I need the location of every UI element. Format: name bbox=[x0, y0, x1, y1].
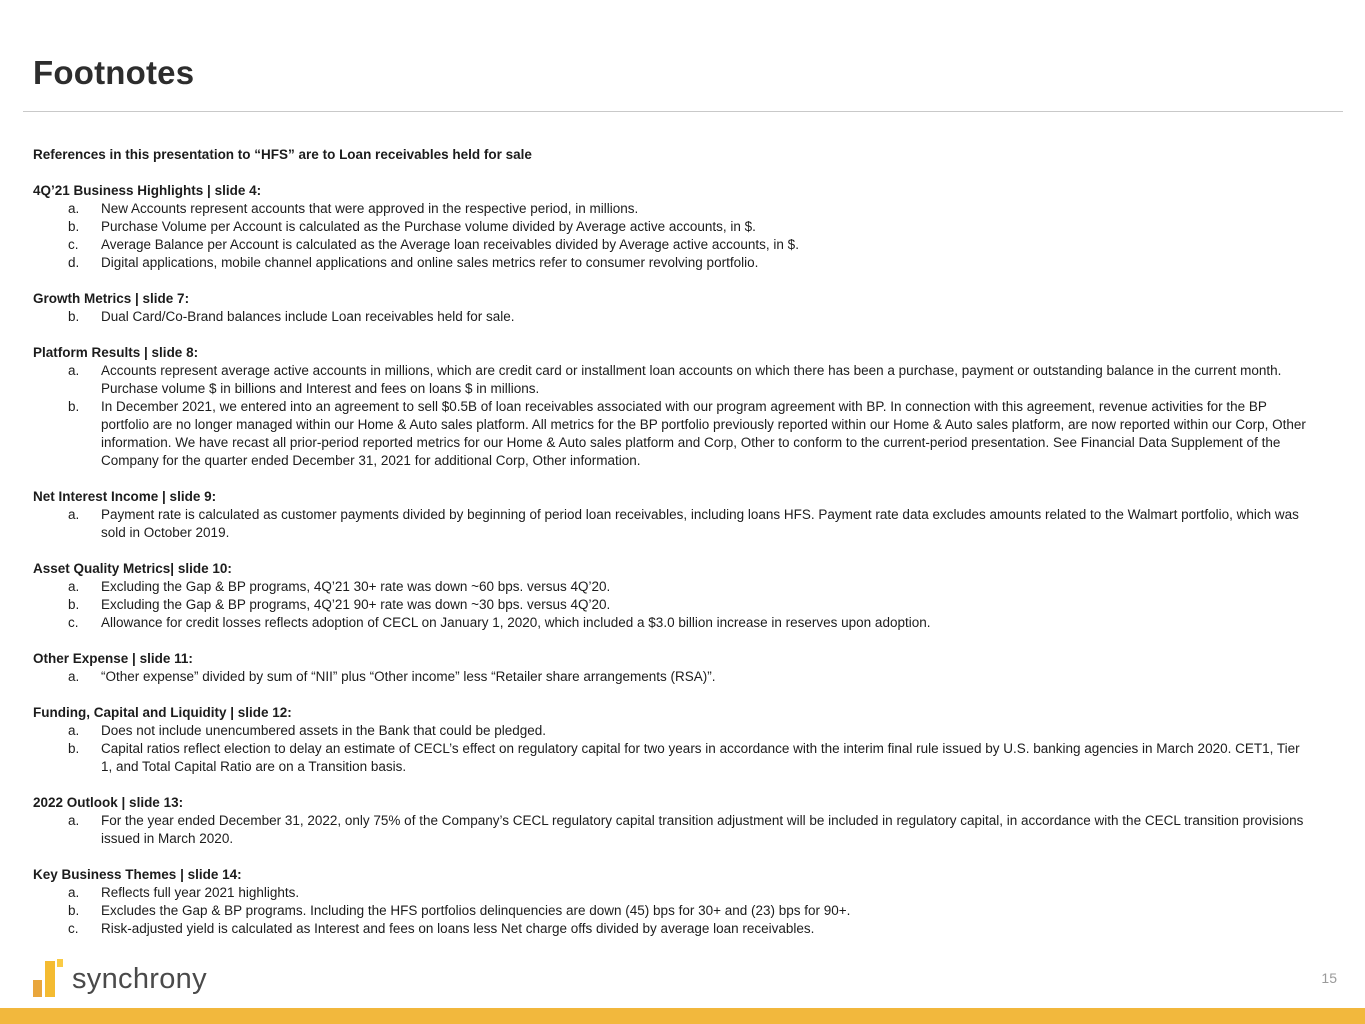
footnotes-content bbox=[33, 146, 1325, 938]
intro-statement: References in this presentation to “HFS” are to Loan receivables held for sale bbox=[33, 147, 532, 162]
footnote-item-text: Purchase Volume per Account is calculated as the Purchase volume divided by Average active accounts, in $. bbox=[101, 219, 756, 234]
synchrony-logo-icon bbox=[33, 956, 63, 997]
footnote-item-label: a. bbox=[68, 669, 80, 684]
footnote-item bbox=[33, 200, 1325, 218]
footnote-item-text: Allowance for credit losses reflects adoption of CECL on January 1, 2020, which included a $3.0 billion increase in reserves upon adoption. bbox=[101, 615, 931, 630]
footnote-item-text: For the year ended December 31, 2022, only 75% of the Company’s CECL regulatory capital transition adjustment will be included in regulatory capital, in accordance with the CECL transition provisions issued in March 2020. bbox=[101, 813, 1304, 846]
footnote-item-label: b. bbox=[68, 597, 80, 612]
footnote-item-label: a. bbox=[68, 507, 80, 522]
footnote-section bbox=[33, 704, 1325, 776]
footnote-item bbox=[33, 398, 1325, 470]
footnote-item bbox=[33, 920, 1325, 938]
footnote-item bbox=[33, 722, 1325, 740]
footnote-item bbox=[33, 218, 1325, 236]
footnote-section bbox=[33, 344, 1325, 470]
footnote-item-text: In December 2021, we entered into an agreement to sell $0.5B of loan receivables associated with our program agreement with BP. In connection with this agreement, revenue activities for the BP portfolio are no longer managed within our Home & Auto sales platform. All metrics for the BP portfolio previously reported within our Home & Auto sales platform, are now reported within our Corp, Other information. We have recast all prior-period reported metrics for our Home & Auto sales platform and Corp, Other to conform to the current-period presentation. See Financial Data Supplement of the Company for the quarter ended December 31, 2021 for additional Corp, Other information. bbox=[101, 399, 1306, 468]
footnote-item bbox=[33, 362, 1325, 398]
footnote-item-label: a. bbox=[68, 579, 80, 594]
logo-bar-left bbox=[33, 980, 42, 997]
footnote-item-label: a. bbox=[68, 813, 80, 828]
footnote-item-label: d. bbox=[68, 255, 80, 270]
footnote-item-text: New Accounts represent accounts that were approved in the respective period, in millions. bbox=[101, 201, 639, 216]
section-heading: Funding, Capital and Liquidity | slide 12: bbox=[33, 705, 292, 720]
title-divider bbox=[23, 111, 1343, 112]
footnote-item bbox=[33, 308, 1325, 326]
section-heading: Key Business Themes | slide 14: bbox=[33, 867, 242, 882]
footnote-item-text: Dual Card/Co-Brand balances include Loan receivables held for sale. bbox=[101, 309, 515, 324]
section-heading: Asset Quality Metrics| slide 10: bbox=[33, 561, 232, 576]
footnote-item-label: b. bbox=[68, 399, 80, 414]
footnote-item bbox=[33, 578, 1325, 596]
footnote-item-label: a. bbox=[68, 363, 80, 378]
footnote-section bbox=[33, 488, 1325, 542]
footnote-item-label: b. bbox=[68, 309, 80, 324]
footnote-item-text: Risk-adjusted yield is calculated as Interest and fees on loans less Net charge offs divided by average loan receivables. bbox=[101, 921, 815, 936]
section-heading: Net Interest Income | slide 9: bbox=[33, 489, 217, 504]
footnote-item-text: Average Balance per Account is calculated as the Average loan receivables divided by Average active accounts, in $. bbox=[101, 237, 799, 252]
footnote-item bbox=[33, 884, 1325, 902]
footnote-item-text: Does not include unencumbered assets in the Bank that could be pledged. bbox=[101, 723, 547, 738]
footnote-section bbox=[33, 650, 1325, 686]
page-title: Footnotes bbox=[33, 54, 195, 91]
footnote-item bbox=[33, 506, 1325, 542]
footnote-section bbox=[33, 866, 1325, 938]
footnote-item bbox=[33, 236, 1325, 254]
footnote-item-text: Excluding the Gap & BP programs, 4Q’21 90+ rate was down ~30 bps. versus 4Q’20. bbox=[101, 597, 611, 612]
section-heading: Growth Metrics | slide 7: bbox=[33, 291, 190, 306]
footnote-item-text: Reflects full year 2021 highlights. bbox=[101, 885, 300, 900]
footnote-item-text: Capital ratios reflect election to delay an estimate of CECL’s effect on regulatory capital for two years in accordance with the interim final rule issued by U.S. banking agencies in March 2020. CET1, Tier 1, and Total Capital Ratio are on a Transition basis. bbox=[101, 741, 1300, 774]
footnote-item-label: c. bbox=[68, 921, 79, 936]
footnote-item-text: Accounts represent average active accounts in millions, which are credit card or installment loan accounts on which there has been a purchase, payment or outstanding balance in the current month. Purchase volume $ in billions and Interest and fees on loans $ in millions. bbox=[101, 363, 1282, 396]
footnote-item-text: Excludes the Gap & BP programs. Including the HFS portfolios delinquencies are down (45) bps for 30+ and (23) bps for 90+. bbox=[101, 903, 851, 918]
footnote-item bbox=[33, 596, 1325, 614]
section-heading: Platform Results | slide 8: bbox=[33, 345, 199, 360]
footnote-item bbox=[33, 254, 1325, 272]
footnote-section bbox=[33, 794, 1325, 848]
footnote-section bbox=[33, 290, 1325, 326]
logo-bar-mid bbox=[45, 961, 55, 997]
logo-square bbox=[57, 959, 63, 967]
synchrony-logo bbox=[33, 955, 207, 997]
footnote-item-text: Digital applications, mobile channel applications and online sales metrics refer to consumer revolving portfolio. bbox=[101, 255, 759, 270]
footnotes-sections bbox=[33, 182, 1325, 938]
footnote-item-label: b. bbox=[68, 219, 80, 234]
section-heading: Other Expense | slide 11: bbox=[33, 651, 193, 666]
page-number: 15 bbox=[1321, 970, 1337, 986]
footnote-item-label: a. bbox=[68, 885, 80, 900]
section-heading: 2022 Outlook | slide 13: bbox=[33, 795, 184, 810]
footnote-item bbox=[33, 812, 1325, 848]
footnote-item-label: a. bbox=[68, 201, 80, 216]
footnote-item-text: “Other expense” divided by sum of “NII” plus “Other income” less “Retailer share arrangements (RSA)”. bbox=[101, 669, 716, 684]
footnote-item bbox=[33, 668, 1325, 686]
footnote-item bbox=[33, 614, 1325, 632]
footnote-item-label: b. bbox=[68, 903, 80, 918]
brand-wordmark: synchrony bbox=[72, 963, 207, 995]
bottom-accent-bar bbox=[0, 1008, 1365, 1024]
footnote-item-label: b. bbox=[68, 741, 80, 756]
footnote-section bbox=[33, 182, 1325, 272]
footnote-item-label: c. bbox=[68, 615, 79, 630]
footnote-item bbox=[33, 902, 1325, 920]
footnote-item-label: c. bbox=[68, 237, 79, 252]
footnote-item-text: Excluding the Gap & BP programs, 4Q’21 30+ rate was down ~60 bps. versus 4Q’20. bbox=[101, 579, 611, 594]
section-heading: 4Q’21 Business Highlights | slide 4: bbox=[33, 183, 262, 198]
footnote-item-label: a. bbox=[68, 723, 80, 738]
footnote-item bbox=[33, 740, 1325, 776]
footnote-section bbox=[33, 560, 1325, 632]
footnote-item-text: Payment rate is calculated as customer payments divided by beginning of period loan receivables, including loans HFS. Payment rate data excludes amounts related to the Walmart portfolio, which was sold in October 2019. bbox=[101, 507, 1299, 540]
